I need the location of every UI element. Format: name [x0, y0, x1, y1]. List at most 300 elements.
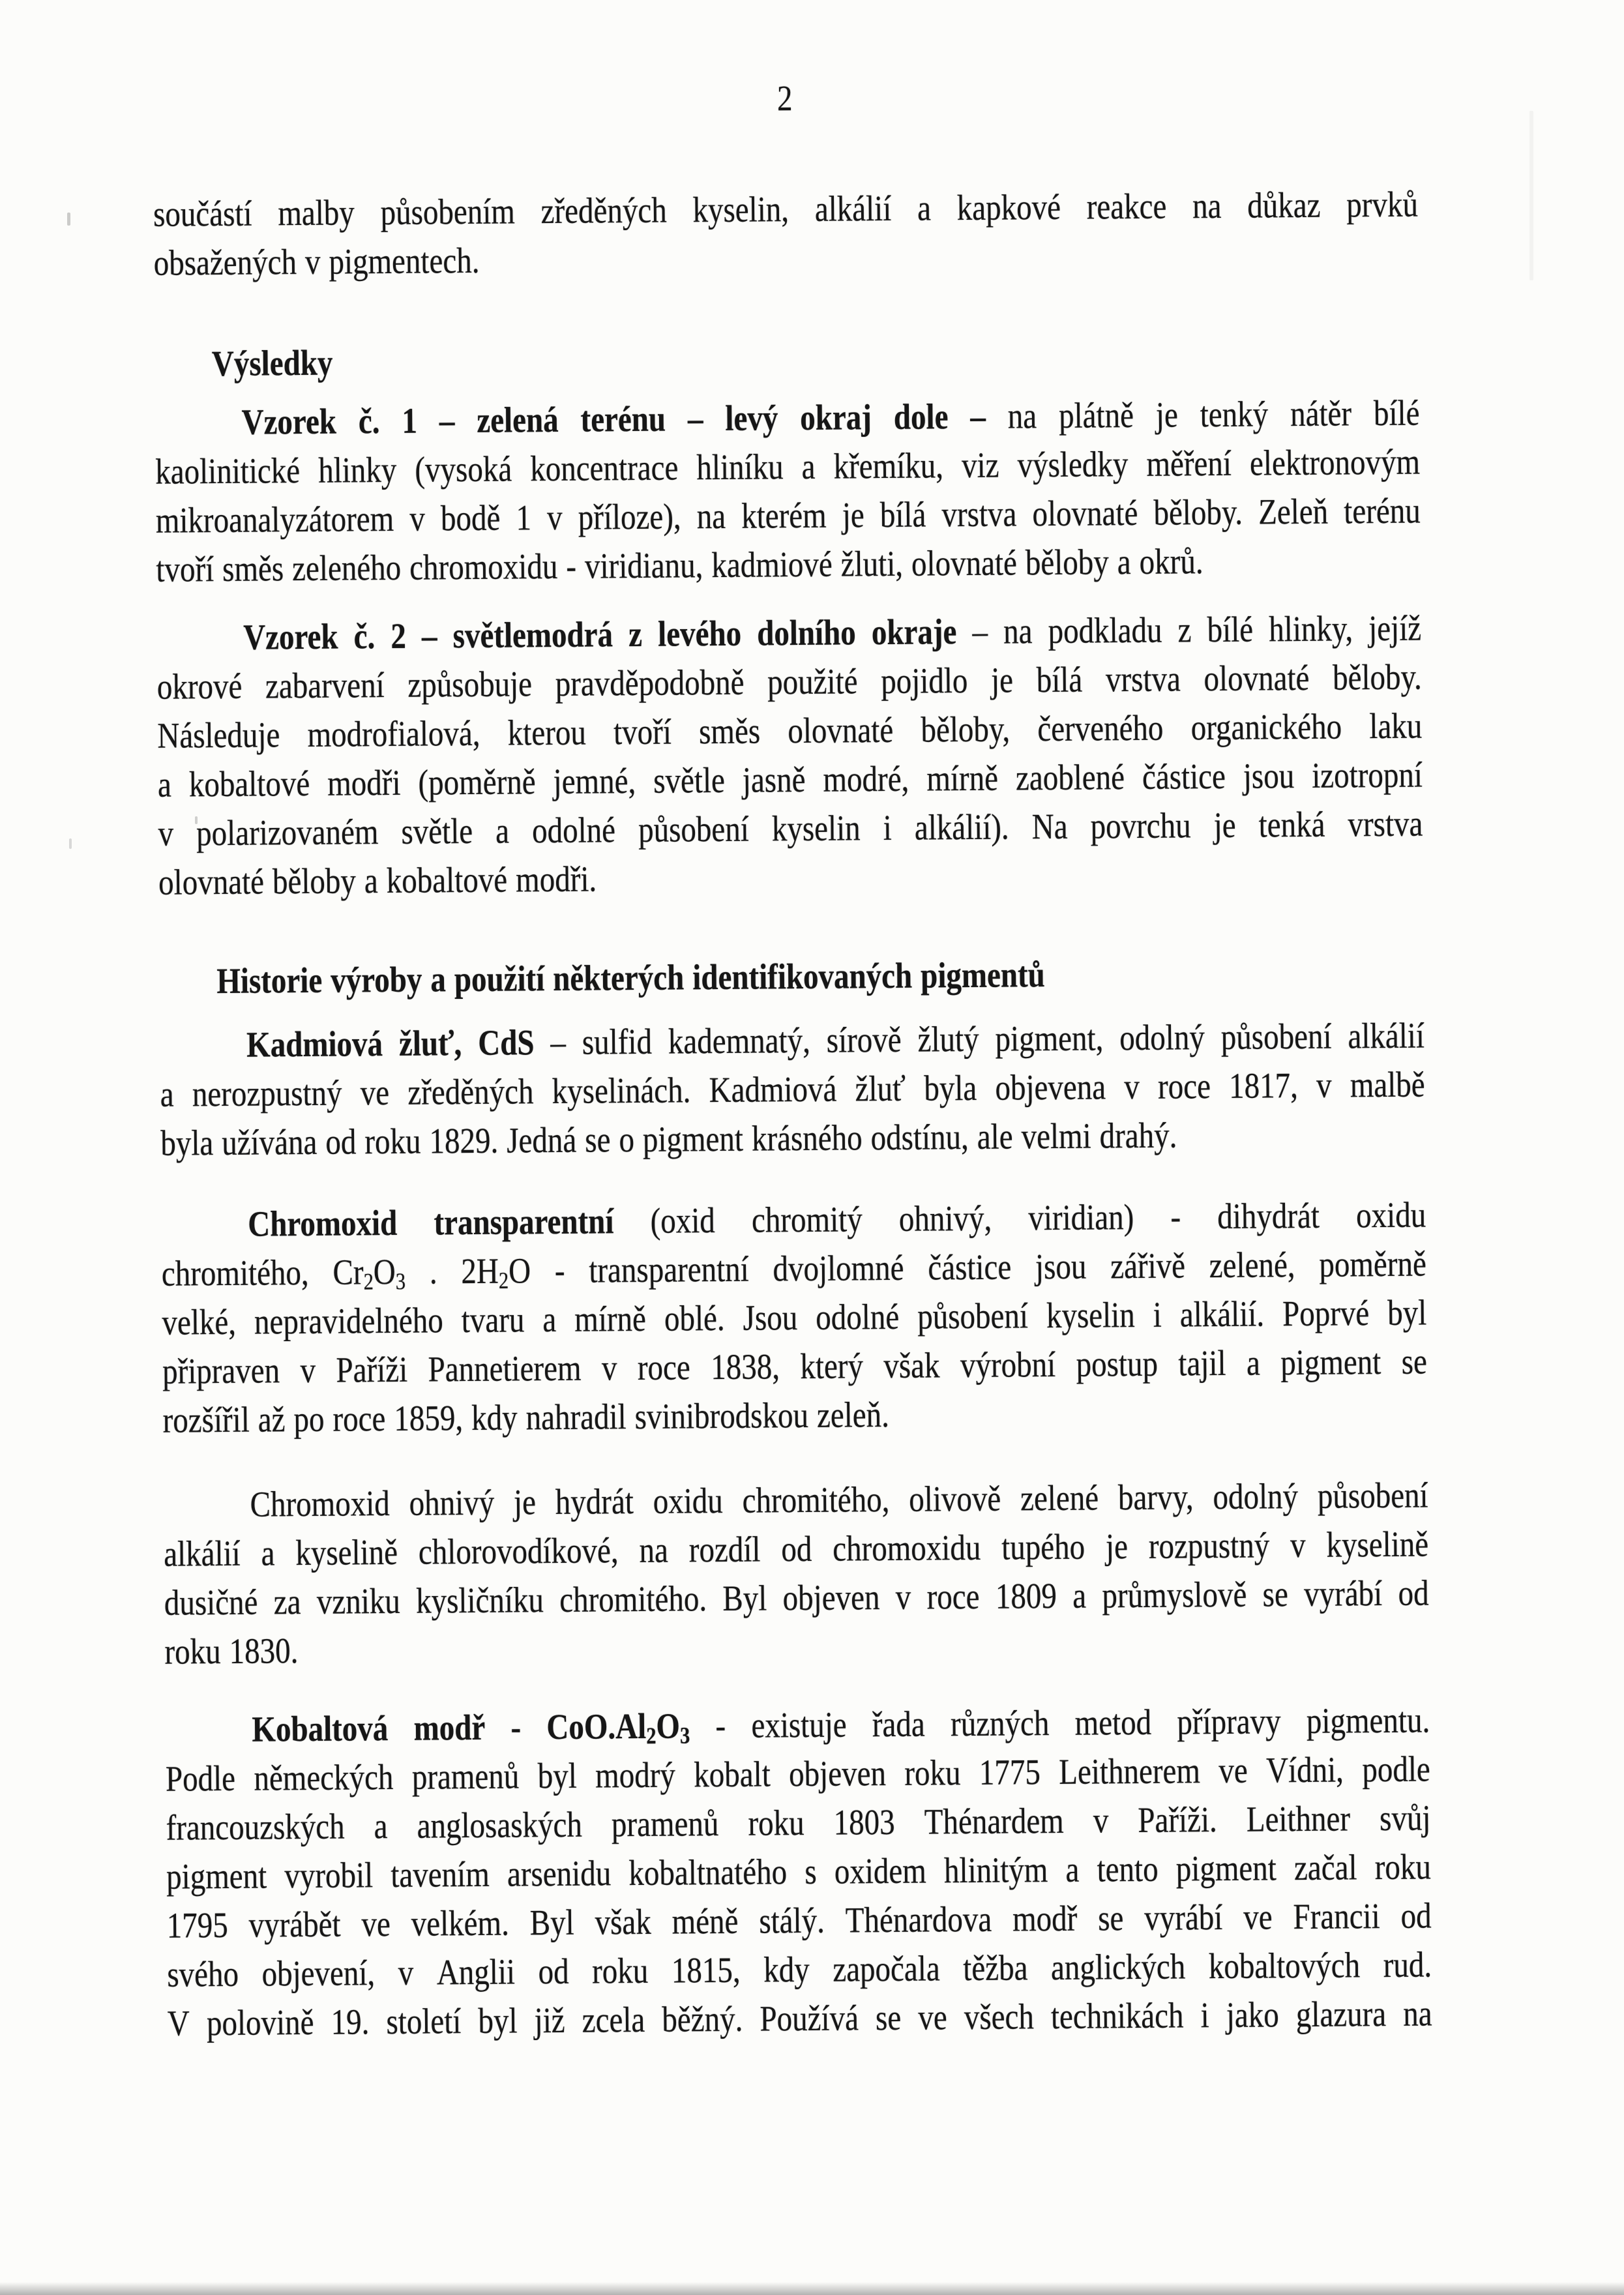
- word: zelené,: [1209, 1245, 1295, 1286]
- word: na: [1192, 186, 1222, 227]
- word: svůj: [1379, 1798, 1431, 1839]
- text-line: [160, 1105, 1426, 1173]
- word: a: [261, 1533, 275, 1574]
- word: objeven: [788, 1753, 887, 1795]
- word: a: [1117, 542, 1131, 583]
- word: nepravidelného: [254, 1300, 443, 1342]
- word: pigmentu.: [1306, 1700, 1430, 1741]
- word: dole: [893, 396, 949, 437]
- word: vyrábí: [1144, 1897, 1223, 1938]
- word: byl: [537, 1756, 577, 1797]
- word: ale: [977, 1117, 1013, 1157]
- word: se: [1401, 1342, 1428, 1382]
- word: modř: [413, 1708, 486, 1749]
- word: Jedná: [507, 1120, 577, 1161]
- page-number: [153, 72, 1418, 130]
- word: zelená: [477, 400, 559, 441]
- word: o: [619, 1119, 635, 1161]
- word: kademnatý,: [668, 1020, 811, 1062]
- subscript: 2: [363, 1268, 374, 1296]
- word: oxidu: [1355, 1195, 1426, 1236]
- word: Byl: [722, 1578, 767, 1619]
- text-line: [155, 326, 1420, 394]
- formula-text: 2H: [461, 1251, 499, 1292]
- word: pigment: [642, 1119, 744, 1160]
- word: dihydrát: [1217, 1196, 1320, 1237]
- word: postup: [1076, 1344, 1159, 1385]
- word: kyselině: [1326, 1524, 1429, 1565]
- word: tavením: [391, 1854, 490, 1896]
- word: Kadmiová: [246, 1024, 383, 1065]
- text-line: [156, 531, 1421, 599]
- word: objevena: [995, 1067, 1106, 1108]
- word: vrstva: [1348, 804, 1423, 845]
- word: všech: [964, 1996, 1035, 2038]
- word: pigment: [1175, 1848, 1277, 1889]
- word: započala: [833, 1949, 940, 1990]
- word: se: [1097, 1898, 1124, 1939]
- word: objevení,: [261, 1953, 376, 1994]
- word: metod: [1074, 1702, 1152, 1743]
- word: po: [293, 1399, 325, 1440]
- word: vrstva: [941, 494, 1017, 535]
- word: viridian): [1028, 1197, 1134, 1239]
- word: kterou: [507, 713, 587, 754]
- word: 19.: [331, 2002, 370, 2043]
- word: č.: [353, 616, 376, 657]
- word: v: [1290, 1525, 1306, 1566]
- word: č.: [358, 401, 380, 442]
- word: je: [513, 1482, 537, 1523]
- word: v: [304, 242, 321, 282]
- word: zeleň.: [816, 1395, 890, 1436]
- word: nátěr: [1290, 394, 1352, 435]
- word: okraj: [800, 397, 872, 439]
- text-line: [159, 943, 1425, 1011]
- word: roku: [748, 1803, 805, 1844]
- word: polovině: [206, 2002, 314, 2044]
- word: Anglii: [436, 1952, 516, 1993]
- word: kobaltových: [1208, 1945, 1361, 1987]
- word: jako: [1226, 1994, 1279, 2036]
- word: kaolinitické: [155, 451, 301, 492]
- word: hydrát: [555, 1481, 634, 1523]
- word: kyselinách.: [552, 1070, 691, 1112]
- word: okrů.: [1139, 541, 1203, 582]
- word: bílé: [1373, 393, 1420, 434]
- word: běžný.: [662, 1999, 743, 2040]
- word: existuje: [751, 1705, 847, 1746]
- word: Kobaltová: [252, 1708, 389, 1750]
- word: světlemodrá: [452, 614, 613, 657]
- word: z: [628, 614, 643, 655]
- word: běloby: [1025, 542, 1110, 584]
- word: v: [1093, 1800, 1109, 1841]
- word: kyselin: [771, 808, 861, 850]
- word: kapkové: [956, 187, 1061, 229]
- word: těžba: [963, 1947, 1028, 1989]
- word: a: [157, 765, 172, 805]
- word: s: [805, 1852, 817, 1893]
- word: výrobní: [960, 1344, 1056, 1386]
- word: na: [639, 1530, 669, 1571]
- word: žluť,: [398, 1023, 462, 1064]
- word: 1815,: [671, 1950, 741, 1991]
- word: částice: [1142, 756, 1226, 797]
- word: kobaltnatého: [628, 1852, 788, 1894]
- word: světle: [401, 811, 473, 852]
- word: křemíku,: [833, 445, 944, 487]
- word: Paříži: [336, 1350, 408, 1391]
- word: prvků: [1346, 185, 1419, 226]
- word: Používá: [760, 1998, 859, 2039]
- word: řada: [872, 1704, 926, 1745]
- word: zářivě: [1110, 1246, 1186, 1287]
- word: rud.: [1383, 1945, 1432, 1986]
- word: a: [1072, 1576, 1087, 1616]
- word: drahý.: [1099, 1116, 1177, 1157]
- word: hlinky: [317, 450, 397, 491]
- word: Leithnerem: [1059, 1751, 1201, 1792]
- word: -: [715, 1706, 726, 1747]
- word: bílé: [1207, 610, 1254, 651]
- text-line: [158, 844, 1424, 912]
- scan-speck-artifact: [67, 213, 70, 226]
- word: chromitého,: [742, 1479, 890, 1521]
- word: zcela: [582, 2000, 645, 2041]
- word: roku: [1374, 1847, 1432, 1888]
- word: v: [409, 499, 426, 539]
- word: tupého: [1001, 1527, 1085, 1568]
- word: organického: [1190, 707, 1342, 748]
- formula-text: O: [373, 1252, 396, 1293]
- word: použití: [454, 958, 545, 1000]
- word: působení: [1220, 1016, 1332, 1058]
- word: odolný: [1213, 1476, 1299, 1518]
- word: a: [495, 811, 510, 851]
- word: Poprvé: [1282, 1293, 1370, 1335]
- word: –: [421, 616, 437, 657]
- word: v: [1316, 1065, 1332, 1106]
- word: kterém: [741, 496, 827, 537]
- word: Výsledky: [211, 343, 333, 385]
- word: alkálií: [1348, 1016, 1425, 1057]
- heading-vysledky: [155, 333, 1420, 391]
- word: podkladu: [1048, 610, 1162, 652]
- word: jemné,: [553, 761, 636, 802]
- word: kysličníku: [415, 1580, 544, 1621]
- word: poměrně: [1319, 1244, 1427, 1285]
- word: ohnivý,: [898, 1198, 992, 1239]
- word: ve: [918, 1997, 947, 2038]
- paragraph-vzorek-2: [156, 606, 1423, 910]
- word: -: [510, 1708, 522, 1748]
- word: sulfid: [582, 1022, 653, 1063]
- word: jejíž: [1368, 608, 1422, 649]
- word: technikách: [1050, 1996, 1184, 2037]
- word: na: [1007, 396, 1037, 437]
- formula-text: O: [656, 1706, 681, 1747]
- word: ve: [1243, 1897, 1273, 1938]
- word: zelené: [1020, 1478, 1099, 1519]
- word: použité: [767, 661, 858, 703]
- word: 1803: [833, 1802, 895, 1843]
- word: částice: [928, 1247, 1012, 1288]
- scan-speck-artifact: [69, 838, 72, 849]
- word: i: [1200, 1995, 1209, 2036]
- word: na: [696, 496, 726, 537]
- word: okraje: [871, 612, 957, 653]
- word: a: [160, 1074, 174, 1115]
- word: 2: [776, 78, 793, 119]
- subscript: 2: [646, 1723, 657, 1749]
- word: součástí: [153, 194, 252, 235]
- word: modré,: [823, 759, 909, 800]
- word: olovnaté: [788, 710, 894, 752]
- formula-text: CoO.Al: [546, 1706, 647, 1748]
- word: různých: [950, 1703, 1050, 1745]
- formula-text: Cr: [332, 1252, 364, 1293]
- word: velkém.: [411, 1903, 510, 1944]
- word: směs: [698, 711, 761, 752]
- word: a: [374, 1806, 388, 1847]
- word: barvy,: [1117, 1477, 1194, 1518]
- word: Vídni,: [1265, 1750, 1344, 1791]
- word: světle: [653, 760, 726, 801]
- word: i: [1153, 1295, 1162, 1335]
- word: chromitého,: [161, 1252, 309, 1294]
- word: vyrábí: [1303, 1573, 1383, 1614]
- word: kyselin,: [692, 189, 790, 231]
- word: koncentrace: [530, 448, 679, 490]
- word: se: [585, 1119, 611, 1161]
- word: zředěných: [540, 190, 667, 232]
- word: žluti,: [840, 544, 904, 585]
- word: Thénardem: [924, 1801, 1064, 1843]
- word: (poměrně: [418, 762, 536, 803]
- word: tvoří: [613, 712, 672, 753]
- word: za: [273, 1582, 301, 1623]
- word: stálý.: [759, 1901, 825, 1942]
- word: svého: [167, 1954, 239, 1995]
- paragraph-vzorek-1: [155, 391, 1421, 597]
- word: v: [895, 1577, 911, 1618]
- word: dvojlomné: [773, 1248, 904, 1290]
- paragraph-chromoxid-transparentni: [161, 1193, 1428, 1447]
- word: kdy: [471, 1398, 518, 1439]
- word: rozšířil: [162, 1400, 250, 1441]
- word: odstínu,: [870, 1117, 969, 1159]
- word: se: [1262, 1574, 1289, 1615]
- word: pramenů: [611, 1803, 719, 1845]
- word: bílá: [1036, 660, 1083, 701]
- word: 1838,: [710, 1346, 780, 1388]
- word: velké,: [162, 1302, 237, 1343]
- word: Thénardova: [845, 1899, 992, 1941]
- word: identifikovaných: [692, 956, 913, 998]
- word: vzniku: [316, 1581, 400, 1622]
- word: Vzorek: [243, 617, 338, 658]
- word: olovnaté: [1203, 658, 1310, 700]
- word: užívána: [221, 1122, 317, 1164]
- word: Byl: [529, 1903, 574, 1944]
- word: pigmentů: [920, 955, 1046, 996]
- word: století: [386, 2001, 462, 2043]
- word: a: [917, 188, 932, 229]
- word: viz: [961, 445, 999, 486]
- word: Jsou: [743, 1297, 798, 1339]
- word: a: [430, 959, 447, 1000]
- word: působení: [1317, 1475, 1428, 1517]
- word: levý: [725, 398, 778, 439]
- word: a: [542, 1299, 557, 1340]
- word: pramenů: [411, 1756, 520, 1798]
- word: roce: [637, 1348, 690, 1389]
- word: Kadmiová: [709, 1069, 837, 1111]
- word: 2: [391, 616, 407, 657]
- word: ohnivý: [409, 1483, 495, 1524]
- word: svinibrodskou: [634, 1395, 809, 1438]
- word: oxidu: [653, 1481, 724, 1522]
- word: Podle: [165, 1758, 236, 1799]
- word: ve: [360, 1073, 390, 1114]
- word: (oxid: [650, 1200, 716, 1241]
- word: 1: [516, 497, 532, 539]
- word: příloze),: [578, 497, 681, 538]
- word: výroby: [330, 960, 422, 1001]
- word: a: [1065, 1850, 1080, 1890]
- word: tvoří: [156, 549, 214, 590]
- word: bílá: [879, 495, 926, 536]
- word: olivově: [909, 1479, 1001, 1520]
- word: oxidem: [834, 1851, 927, 1892]
- word: 1859,: [394, 1398, 464, 1439]
- heading-historie: [159, 950, 1425, 1009]
- formula-text: O: [508, 1251, 531, 1292]
- word: od: [538, 1951, 569, 1992]
- word: však: [595, 1902, 651, 1943]
- word: Francii: [1293, 1896, 1380, 1938]
- word: je: [842, 495, 864, 536]
- word: rozdíl: [688, 1530, 761, 1571]
- word: zaoblené: [1015, 757, 1125, 799]
- word: dusičné: [164, 1582, 258, 1623]
- word: -: [554, 1251, 565, 1291]
- word: 1817,: [1228, 1065, 1299, 1106]
- word: až: [258, 1399, 286, 1440]
- word: olovnaté: [158, 862, 265, 903]
- word: některých: [553, 958, 685, 999]
- word: chromoxidu: [409, 546, 558, 588]
- word: kobalt: [694, 1755, 771, 1796]
- scan-speck-artifact: [1529, 111, 1533, 280]
- word: pigment: [166, 1856, 267, 1897]
- text-line: [162, 1382, 1428, 1450]
- word: –: [972, 612, 988, 652]
- word: je: [1105, 1526, 1129, 1567]
- word: byla: [924, 1068, 977, 1109]
- word: v: [398, 1953, 414, 1993]
- word: transparentní: [589, 1249, 749, 1291]
- word: kobaltové: [386, 860, 508, 902]
- word: z: [1177, 610, 1192, 651]
- word: –: [970, 396, 986, 437]
- word: Chromoxid: [250, 1483, 391, 1525]
- word: červeného: [1037, 708, 1164, 750]
- word: objeven: [782, 1577, 880, 1619]
- word: od: [781, 1529, 812, 1570]
- word: méně: [672, 1901, 739, 1942]
- paragraph-chromoxid-ohnivy: [163, 1473, 1429, 1679]
- word: velmi: [1021, 1116, 1091, 1157]
- word: vrstva: [1105, 659, 1181, 700]
- word: terénu: [1344, 491, 1421, 532]
- word: pigment: [1280, 1342, 1381, 1384]
- word: vyrobil: [284, 1855, 374, 1897]
- word: dolního: [756, 612, 856, 654]
- word: modrofialová,: [307, 713, 480, 755]
- word: ve: [361, 1904, 391, 1945]
- word: roku: [591, 1951, 649, 1992]
- word: je: [990, 660, 1014, 701]
- text-line: [164, 1614, 1430, 1681]
- word: v: [1124, 1067, 1140, 1108]
- word: tenká: [1258, 805, 1325, 846]
- word: –: [439, 400, 455, 441]
- word: alkálií: [164, 1533, 241, 1575]
- word: je: [1213, 805, 1236, 846]
- word: pigment,: [995, 1018, 1104, 1059]
- word: 1775: [979, 1752, 1041, 1793]
- word: Následuje: [157, 715, 280, 756]
- subscript: 2: [498, 1267, 509, 1294]
- word: působení: [638, 809, 750, 850]
- word: přípravy: [1177, 1701, 1281, 1743]
- word: zředěných: [407, 1071, 534, 1113]
- word: nerozpustný: [192, 1073, 342, 1115]
- word: alkálií.: [1179, 1294, 1265, 1335]
- word: v: [546, 497, 563, 539]
- word: pigmentech.: [329, 241, 480, 282]
- subscript: 3: [395, 1268, 406, 1295]
- word: se: [875, 1998, 902, 2039]
- word: -: [1170, 1197, 1181, 1237]
- word: –: [687, 398, 703, 439]
- word: roce: [926, 1577, 980, 1618]
- word: 1809: [995, 1576, 1057, 1617]
- word: oblé.: [664, 1298, 725, 1339]
- word: působení: [917, 1296, 1029, 1337]
- word: připraven: [162, 1350, 280, 1392]
- text-line: [168, 1985, 1433, 2053]
- word: průmyslově: [1102, 1575, 1247, 1616]
- word: alkálií: [814, 188, 892, 230]
- scanner-edge-artifact: [0, 2282, 1624, 2295]
- word: pojidlo: [880, 660, 968, 702]
- word: běloby,: [921, 709, 1011, 750]
- word: arsenidu: [507, 1853, 612, 1895]
- word: na: [1403, 1994, 1432, 2034]
- word: tenký: [1200, 394, 1269, 436]
- word: zeleného: [291, 548, 402, 589]
- word: běloby.: [1153, 492, 1243, 533]
- word: působením: [380, 192, 516, 233]
- word: mírně: [926, 758, 999, 799]
- word: již: [534, 2000, 565, 2041]
- word: žlutý: [917, 1019, 979, 1060]
- word: měření: [1146, 443, 1232, 484]
- word: chromitý: [751, 1199, 863, 1241]
